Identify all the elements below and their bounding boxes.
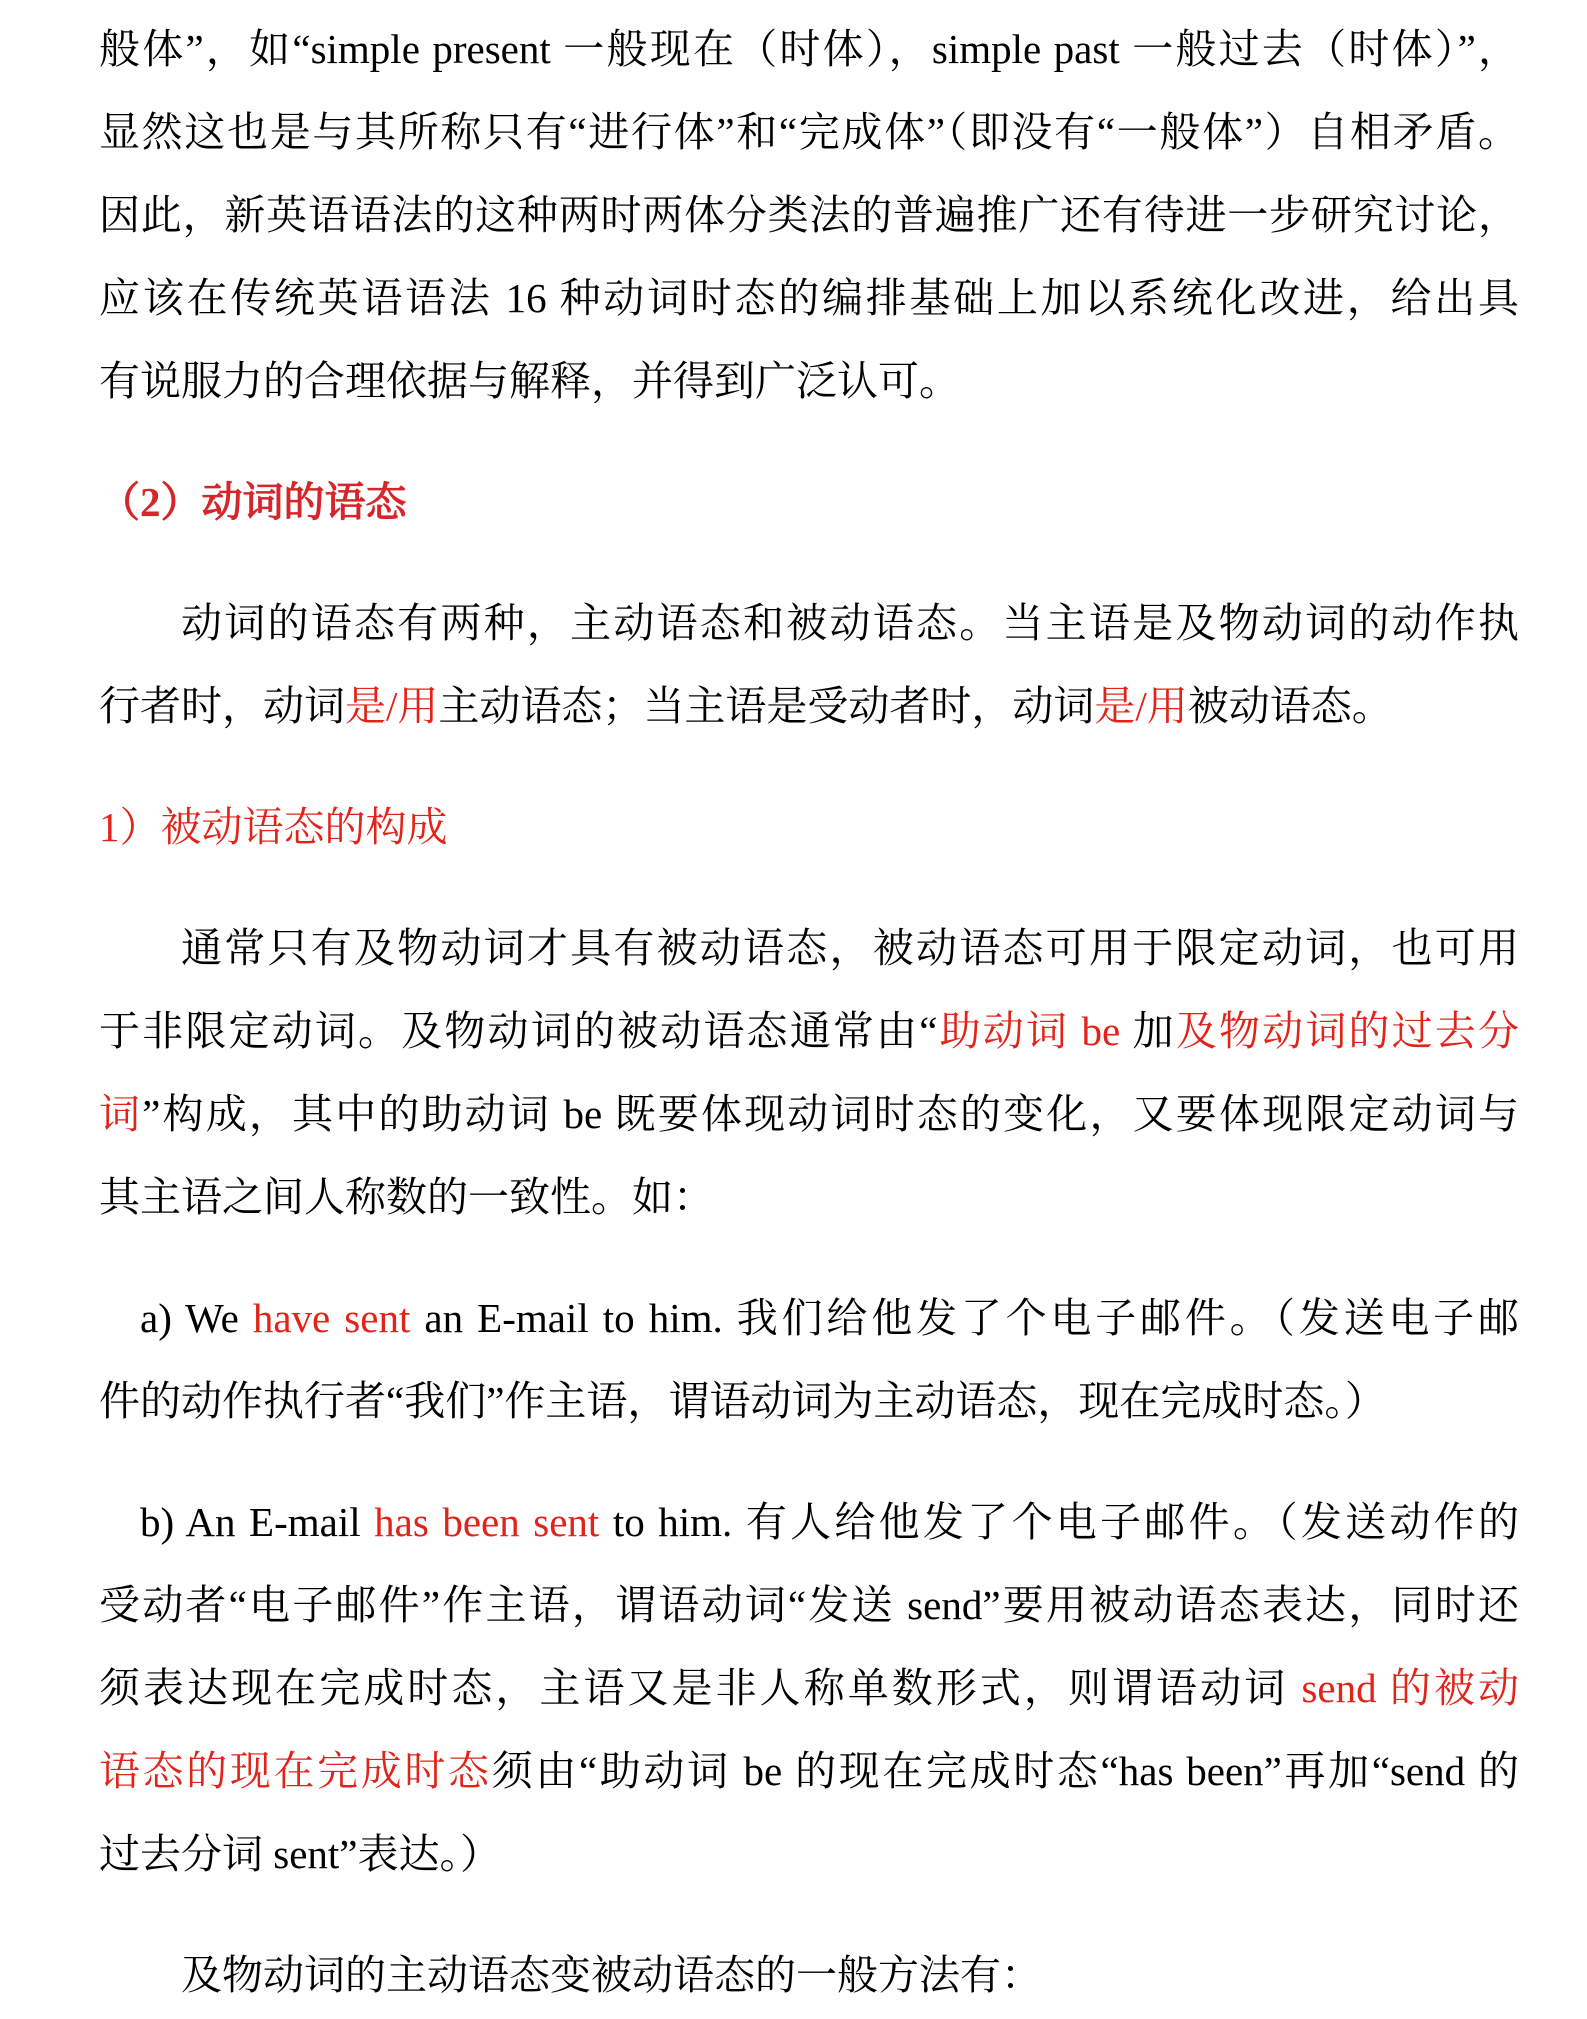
text-line bbox=[99, 174, 1519, 257]
text-segment: 应该在传统英语语法 16 种动词时态的编排基础上加以系统化改进，给出具 bbox=[99, 275, 1519, 321]
highlighted-text: send 的被动 bbox=[1301, 1665, 1520, 1711]
text-segment: 须表达现在完成时态，主语又是非人称单数形式，则谓语动词 bbox=[99, 1665, 1302, 1711]
text-segment: 过去分词 sent”表达。） bbox=[99, 1831, 501, 1877]
text-segment: 加 bbox=[1120, 1008, 1176, 1054]
highlighted-text: 助动词 be bbox=[937, 1008, 1121, 1054]
document-page bbox=[99, 8, 1519, 2017]
text-line bbox=[99, 907, 1519, 990]
text-line bbox=[99, 1277, 1519, 1360]
text-segment: 其主语之间人称数的一致性。如： bbox=[99, 1174, 714, 1220]
text-line bbox=[99, 1360, 1519, 1443]
text-segment: 须由“助动词 be 的现在完成时态“has been”再加“send 的 bbox=[491, 1748, 1519, 1794]
paragraph-classification-end bbox=[99, 8, 1519, 423]
text-segment: 显然这也是与其所称只有“进行体”和“完成体”（即没有“一般体”）自相矛盾。 bbox=[99, 109, 1519, 155]
text-line bbox=[99, 1073, 1519, 1156]
section-heading: （2）动词的语态 bbox=[99, 479, 407, 525]
example-a bbox=[99, 1277, 1519, 1443]
highlighted-text: have sent bbox=[252, 1295, 411, 1341]
text-line bbox=[99, 665, 1519, 748]
text-segment: b) An E-mail bbox=[140, 1499, 375, 1545]
text-line bbox=[99, 257, 1519, 340]
text-segment: 件的动作执行者“我们”作主语，谓语动词为主动语态，现在完成时态。） bbox=[99, 1378, 1386, 1424]
text-segment: 动词的语态有两种，主动语态和被动语态。当主语是及物动词的动作执 bbox=[181, 600, 1519, 646]
text-segment: 受动者“电子邮件”作主语，谓语动词“发送 send”要用被动语态表达，同时还 bbox=[99, 1582, 1519, 1628]
text-line bbox=[99, 91, 1519, 174]
highlighted-text: 语态的现在完成时态 bbox=[99, 1748, 492, 1794]
text-line bbox=[99, 1156, 1519, 1239]
subsection-heading: 1）被动语态的构成 bbox=[99, 804, 448, 850]
text-segment: ”构成，其中的助动词 be 既要体现动词时态的变化，又要体现限定动词与 bbox=[142, 1091, 1519, 1137]
text-segment: 被动语态。 bbox=[1187, 683, 1393, 729]
paragraph-voice-intro bbox=[99, 582, 1519, 748]
text-line bbox=[99, 1730, 1519, 1813]
text-line bbox=[99, 582, 1519, 665]
text-segment: 通常只有及物动词才具有被动语态，被动语态可用于限定动词，也可用 bbox=[181, 925, 1519, 971]
text-line bbox=[99, 1481, 1519, 1564]
text-segment: an E-mail to him. 我们给他发了个电子邮件。（发送电子邮 bbox=[410, 1295, 1519, 1341]
text-line bbox=[99, 340, 1519, 423]
text-line bbox=[99, 1813, 1519, 1896]
text-line bbox=[99, 1934, 1519, 2017]
text-line bbox=[99, 990, 1519, 1073]
text-segment: 行者时，动词 bbox=[99, 683, 345, 729]
text-segment: to him. 有人给他发了个电子邮件。（发送动作的 bbox=[599, 1499, 1520, 1545]
text-line bbox=[99, 1564, 1519, 1647]
text-segment: 因此，新英语语法的这种两时两体分类法的普遍推广还有待进一步研究讨论， bbox=[99, 192, 1519, 238]
highlighted-text: 是/用 bbox=[345, 683, 439, 729]
text-segment: 有说服力的合理依据与解释，并得到广泛认可。 bbox=[99, 358, 960, 404]
highlighted-text: has been sent bbox=[374, 1499, 600, 1545]
highlighted-text: 词 bbox=[99, 1091, 143, 1137]
text-segment: 主动语态；当主语是受动者时，动词 bbox=[438, 683, 1095, 729]
example-b bbox=[99, 1481, 1519, 1896]
highlighted-text: 及物动词的过去分 bbox=[1175, 1008, 1519, 1054]
text-segment: 及物动词的主动语态变被动语态的一般方法有： bbox=[181, 1952, 1042, 1998]
paragraph-passive-formation bbox=[99, 907, 1519, 1239]
paragraph-conversion-method bbox=[99, 1934, 1519, 2017]
text-line bbox=[99, 8, 1519, 91]
text-segment: 般体”，如“simple present 一般现在（时体），simple past 一般过去（时体）”， bbox=[99, 26, 1519, 72]
text-line bbox=[99, 1647, 1519, 1730]
highlighted-text: 是/用 bbox=[1094, 683, 1188, 729]
text-segment: a) We bbox=[140, 1295, 253, 1341]
text-segment: 于非限定动词。及物动词的被动语态通常由“ bbox=[99, 1008, 938, 1054]
